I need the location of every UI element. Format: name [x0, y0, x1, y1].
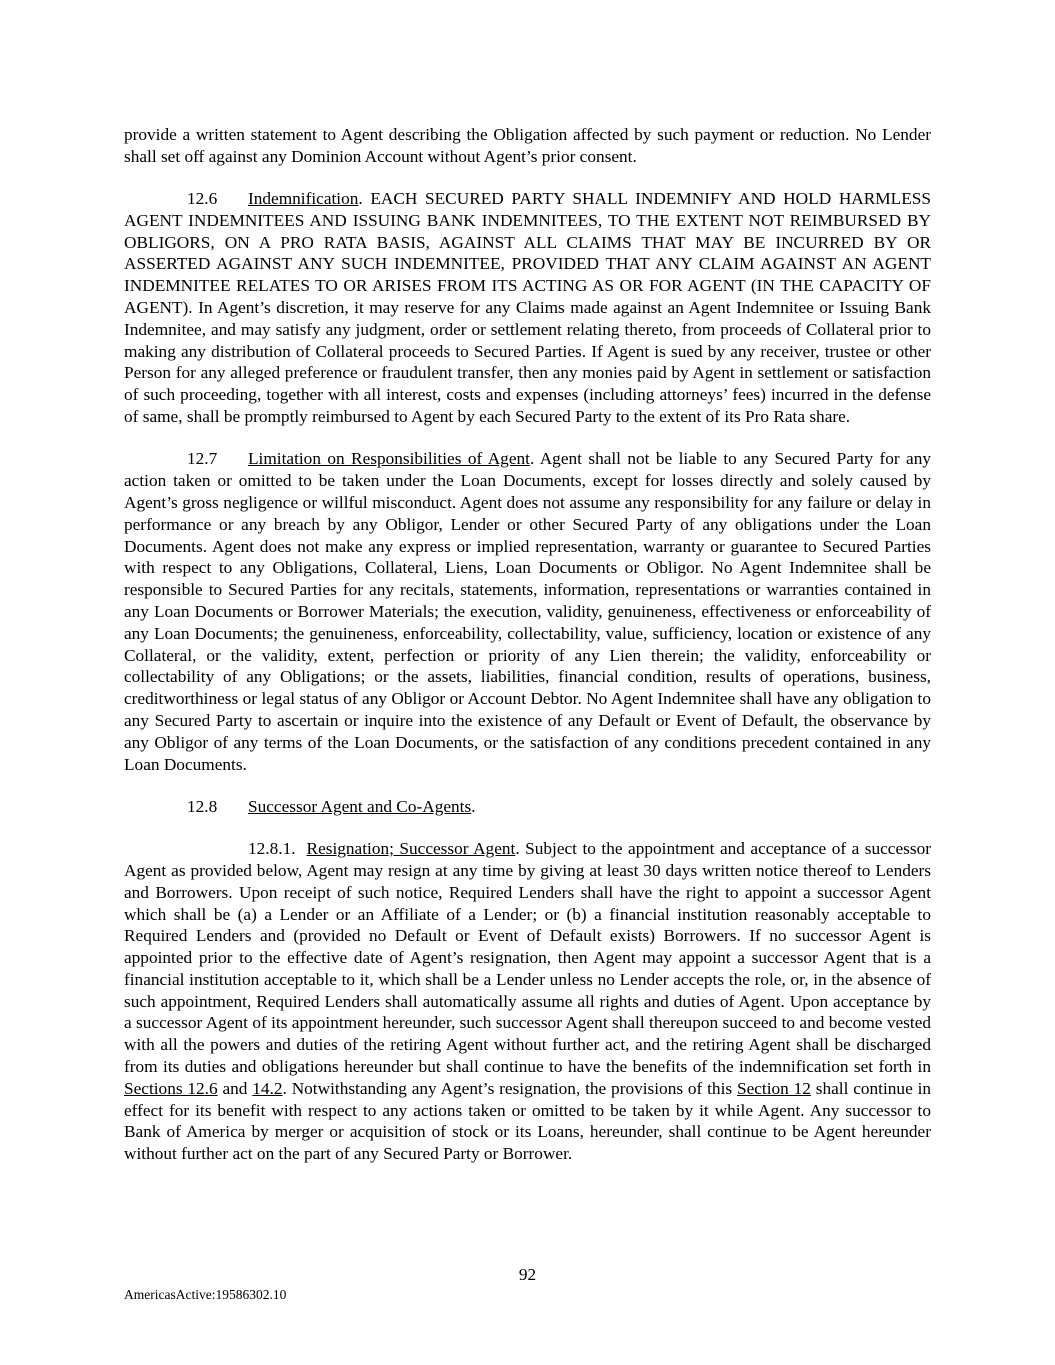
cross-reference-section-12: Section 12: [736, 1078, 811, 1098]
document-id: AmericasActive:19586302.10: [124, 1287, 287, 1302]
section-number: 12.8: [187, 796, 218, 816]
subsection-body-part-c: shall continue in effect for its benefit with respect to any actions taken or omitted to be taken by it while Agent. Any successor to Bank of America by merger or acquisition of stock or its Loans, hereunder, shall continue to be Agent hereunder without further act on the part of any Secured Party or Borrower.: [124, 1078, 932, 1164]
section-number: 12.7: [187, 449, 218, 469]
page-number: 92: [518, 1265, 537, 1284]
section-body: . Agent shall not be liable to any Secured Party for any action taken or omitted to be taken under the Loan Documents, except for losses directly and solely caused by Agent’s gross negligence or willful misconduct. Agent does not assume any responsibility for any failure or delay in performance or any breach by any Obligor, Lender or other Secured Party of any obligations under the Loan Documents. Agent does not make any express or implied representation, warranty or guarantee to Secured Parties with respect to any Obligations, Collateral, Liens, Loan Documents or Obligor. No Agent Indemnitee shall be responsible to Secured Parties for any recitals, statements, information, representations or warranties contained in any Loan Documents or Borrower Materials; the execution, validity, genuineness, effectiveness or enforceability of any Loan Documents; the genuineness, enforceability, collectability, value, sufficiency, location or existence of any Collateral, or the validity, extent, perfection or priority of any Lien therein; the validity, enforceability or collectability of any Obligations; or the assets, liabilities, financial condition, results of operations, business, creditworthiness or legal status of any Obligor or Account Debtor. No Agent Indemnitee shall have any obligation to any Secured Party to ascertain or inquire into the existence of any Default or Event of Default, the observance by any Obligor of any terms of the Loan Documents, or the satisfaction of any conditions precedent contained in any Loan Documents.: [124, 449, 932, 774]
section-body: . EACH SECURED PARTY SHALL INDEMNIFY AND HOLD HARMLESS AGENT INDEMNITEES AND ISSUING BANK INDEMNITEES, TO THE EXTENT NOT REIMBURSED BY OBLIGORS, ON A PRO RATA BASIS, AGAINST ALL CLAIMS THAT MAY BE INCURRED BY OR ASSERTED AGAINST ANY SUCH INDEMNITEE, PROVIDED THAT ANY CLAIM AGAINST AN AGENT INDEMNITEE RELATES TO OR ARISES FROM ITS ACTING AS OR FOR AGENT (IN THE CAPACITY OF AGENT). In Agent’s discretion, it may reserve for any Claims made against an Agent Indemnitee or Issuing Bank Indemnitee, and may satisfy any judgment, order or settlement relating thereto, from proceeds of Collateral prior to making any distribution of Collateral proceeds to Secured Parties. If Agent is sued by any receiver, trustee or other Person for any alleged preference or fraudulent transfer, then any monies paid by Agent in settlement or satisfaction of such proceeding, together with all interest, costs and expenses (including attorneys’ fees) incurred in the defense of same, shall be promptly reimbursed to Agent by each Secured Party to the extent of its Pro Rata share.: [124, 189, 931, 427]
document-page: [124, 124, 931, 1186]
continuation-paragraph: provide a written statement to Agent describing the Obligation affected by such payment or reduction. No Lender shall set off against any Dominion Account without Agent’s prior consent.: [124, 125, 931, 166]
section-title: Successor Agent and Co-Agents: [248, 796, 472, 816]
section-number: 12.6: [187, 189, 218, 209]
cross-reference-sections-12-6: Sections 12.6: [124, 1078, 218, 1098]
section-title-suffix: .: [471, 796, 476, 816]
section-12-7: [124, 448, 931, 775]
section-12-8: [124, 796, 931, 818]
conjunction-text: and: [217, 1078, 253, 1098]
section-12-6: [124, 188, 931, 428]
subsection-number: 12.8.1.: [248, 839, 296, 859]
subsection-body-part-b: . Notwithstanding any Agent’s resignation, the provisions of this: [282, 1078, 737, 1098]
subsection-title: Resignation; Successor Agent: [306, 839, 516, 859]
section-12-8-1: [124, 838, 931, 1165]
subsection-body-part-a: . Subject to the appointment and acceptance of a successor Agent as provided below, Agent may resign at any time by giving at least 30 days written notice thereof to Lenders and Borrowers. Upon receipt of such notice, Required Lenders shall have the right to appoint a successor Agent which shall be (a) a Lender or an Affiliate of a Lender; or (b) a financial institution reasonably acceptable to Required Lenders and (provided no Default or Event of Default exists) Borrowers. If no successor Agent is appointed prior to the effective date of Agent’s resignation, then Agent may appoint a successor Agent that is a financial institution acceptable to it, which shall be a Lender unless no Lender accepts the role, or, in the absence of such appointment, Required Lenders shall automatically assume all rights and duties of Agent. Upon acceptance by a successor Agent of its appointment hereunder, such successor Agent shall thereupon succeed to and become vested with all the powers and duties of the retiring Agent without further act, and the retiring Agent shall be discharged from its duties and obligations hereunder but shall continue to have the benefits of the indemnification set forth in: [124, 839, 931, 1077]
section-title: Indemnification: [248, 189, 359, 209]
section-title: Limitation on Responsibilities of Agent: [248, 449, 530, 469]
cross-reference-14-2: 14.2: [252, 1078, 283, 1098]
